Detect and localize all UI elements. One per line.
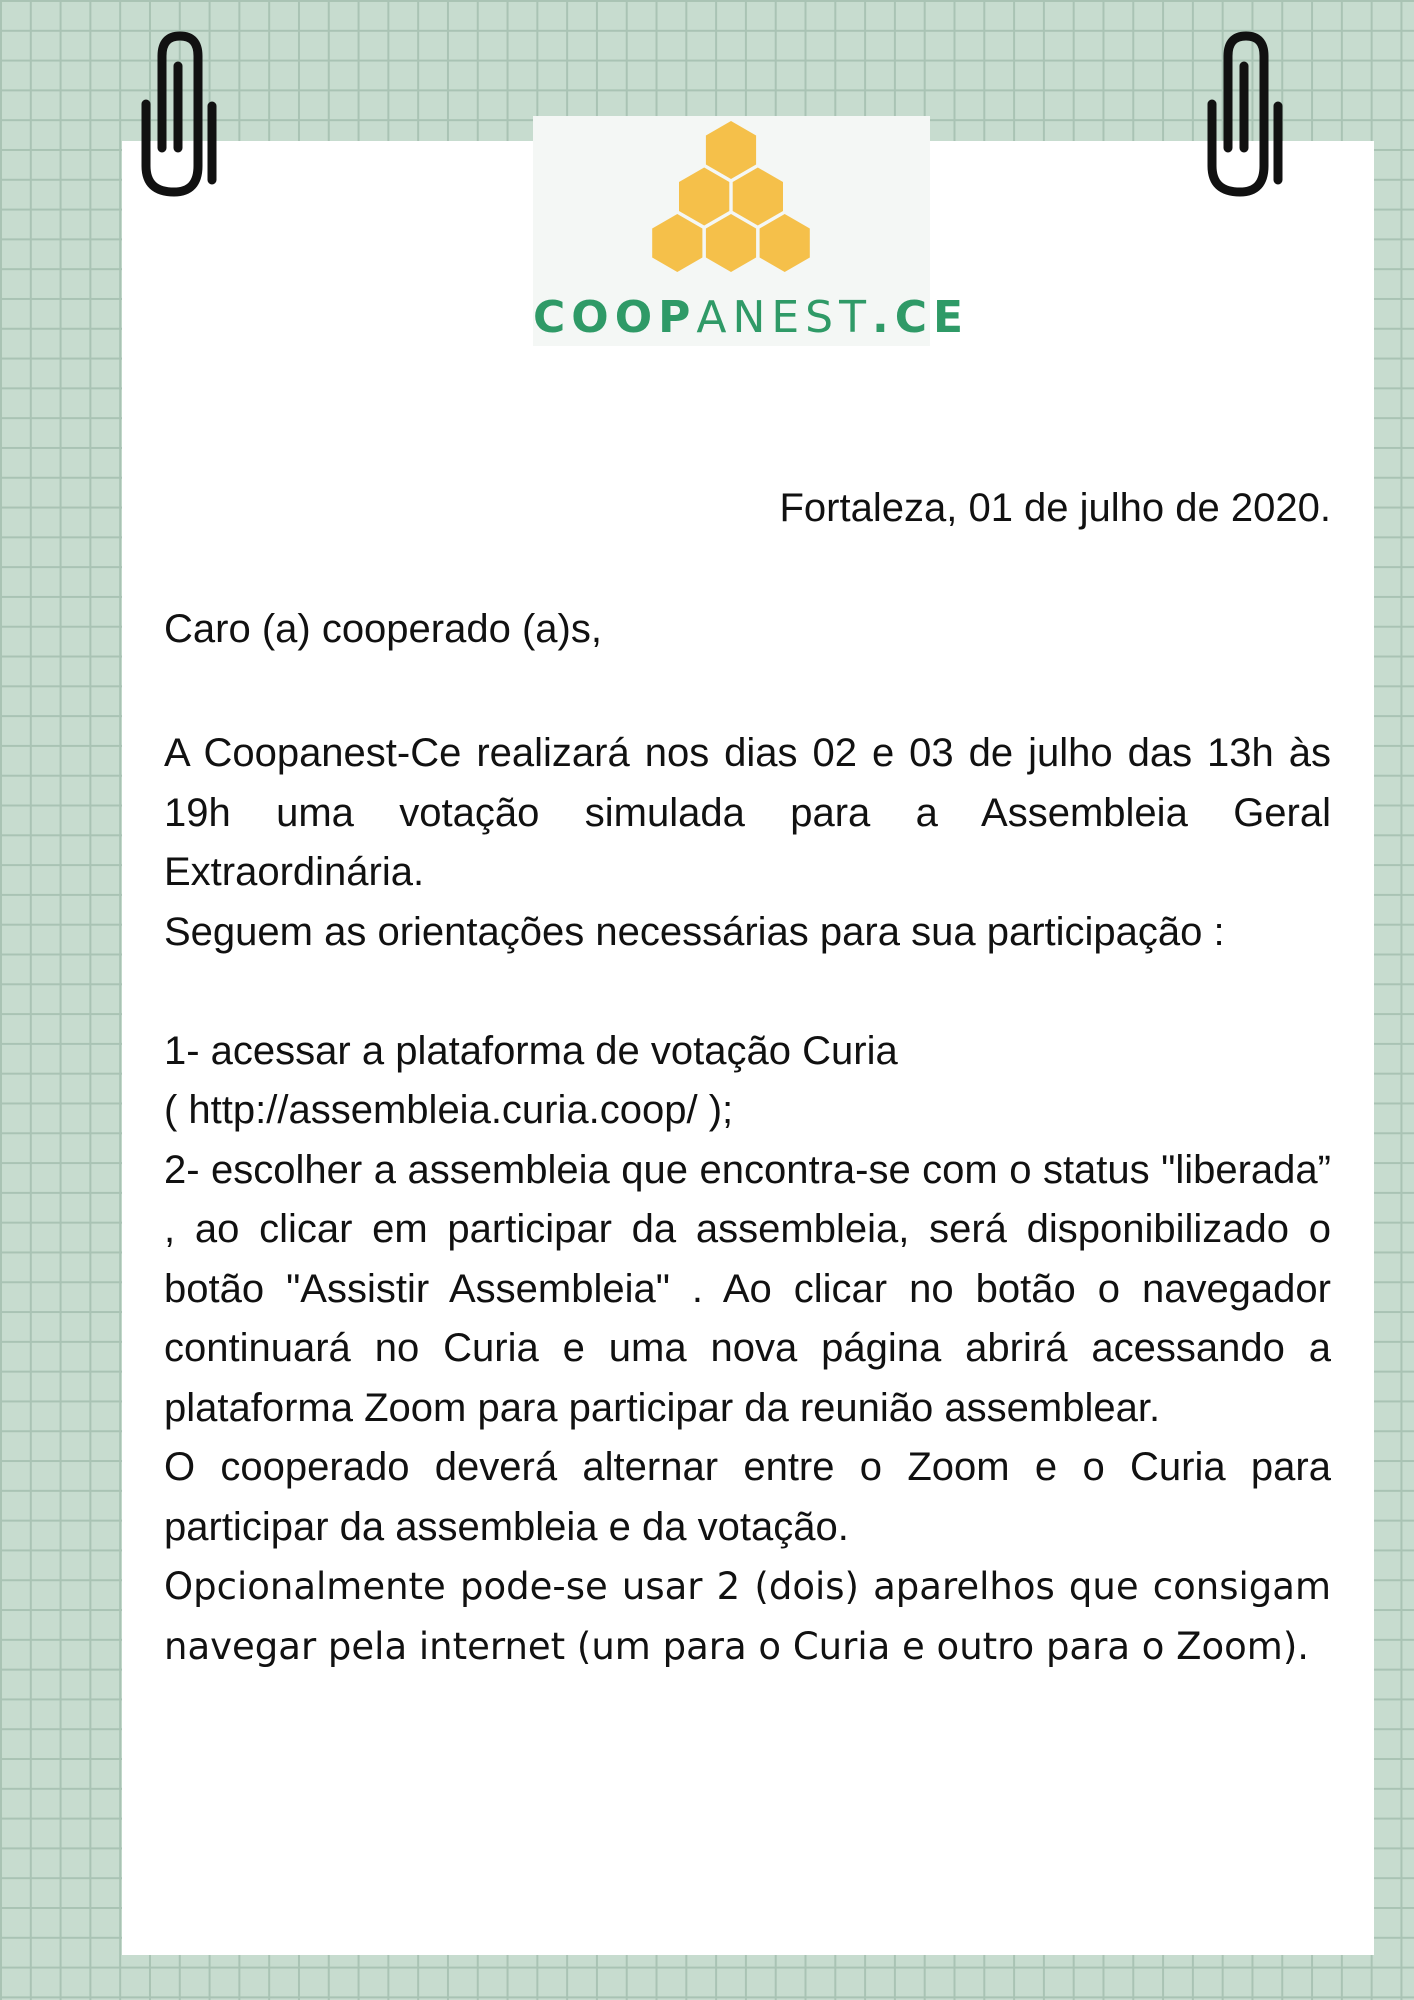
step-1-line-1: 1- acessar a plataforma de votação Curia bbox=[164, 1028, 898, 1073]
letter-body bbox=[164, 724, 1331, 1676]
honeycomb-cell-3 bbox=[733, 168, 783, 226]
paperclip-icon bbox=[1202, 30, 1286, 200]
honeycomb-cell-1 bbox=[706, 121, 756, 179]
intro-paragraph: A Coopanest-Ce realizará nos dias 02 e 03 de julho das 13h às 19h uma votação simulada para a Assembleia Geral Extraordinária. bbox=[164, 731, 1331, 894]
step-2-paragraph: 2- escolher a assembleia que encontra-se com o status "liberada” , ao clicar em participar da assembleia, será disponibilizado o botão "Assistir Assembleia" . Ao clicar no botão o navegador continuará no Curia e uma nova página abrirá acessando a plataforma Zoom para participar da reunião assemblear. bbox=[164, 1147, 1331, 1430]
honeycomb-logo-icon bbox=[633, 116, 829, 286]
letter-salutation: Caro (a) cooperado (a)s, bbox=[164, 607, 602, 651]
optional-paragraph: Opcionalmente pode-se usar 2 (dois) aparelhos que consigam navegar pela internet (um para o Curia e outro para o Zoom). bbox=[164, 1565, 1331, 1668]
logo-text-coop: COOP bbox=[533, 292, 697, 343]
honeycomb-cell-2 bbox=[679, 168, 729, 226]
logo-text-anest: ANEST bbox=[696, 292, 872, 343]
logo-wordmark bbox=[533, 292, 970, 343]
logo-text-ce: .CE bbox=[871, 292, 970, 343]
alternate-paragraph: O cooperado deverá alternar entre o Zoom e o Curia para participar da assembleia e da votação. bbox=[164, 1445, 1331, 1549]
letter-date: Fortaleza, 01 de julho de 2020. bbox=[779, 486, 1331, 530]
paperclip-icon bbox=[136, 30, 220, 200]
honeycomb-cell-6 bbox=[760, 214, 810, 272]
coopanest-logo bbox=[533, 116, 970, 346]
orientation-lead: Seguem as orientações necessárias para sua participação : bbox=[164, 909, 1225, 954]
step-1-link[interactable]: ( http://assembleia.curia.coop/ ); bbox=[164, 1088, 734, 1132]
honeycomb-cell-5 bbox=[706, 214, 756, 272]
honeycomb-cell-4 bbox=[652, 214, 702, 272]
